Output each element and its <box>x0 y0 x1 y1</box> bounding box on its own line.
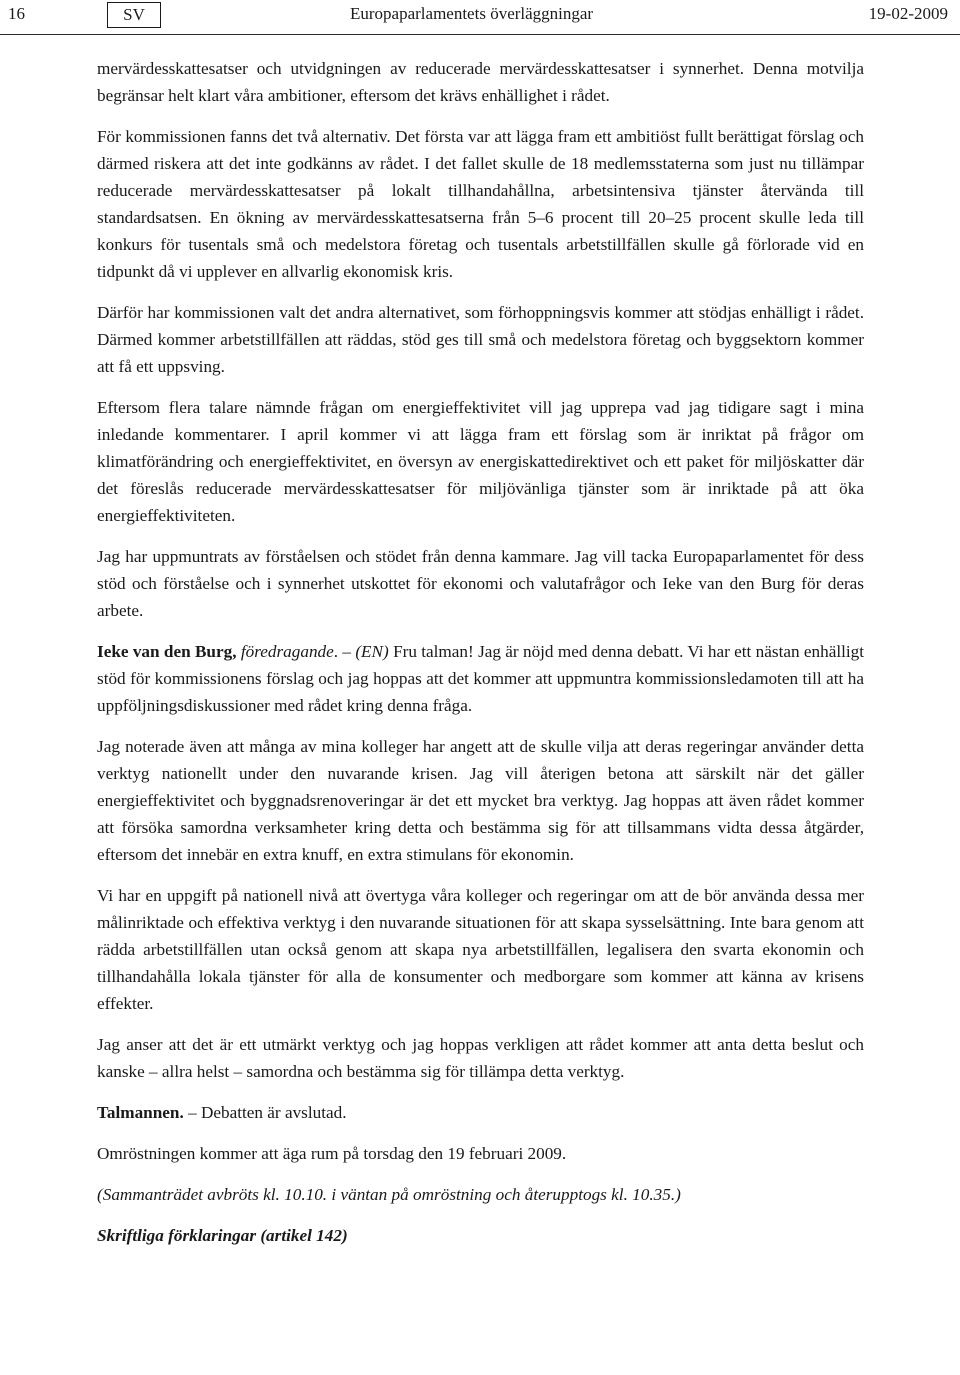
paragraph: Jag anser att det är ett utmärkt verktyg och jag hoppas verkligen att rådet kommer att anta detta beslut och kanske – allra helst – samordna och bestämma sig för tillämpa detta verktyg. <box>97 1035 864 1081</box>
document-body <box>97 55 864 1263</box>
speaker-role: föredragande <box>240 642 334 661</box>
page-number: 16 <box>8 4 25 23</box>
paragraph: Jag noterade även att många av mina kolleger har angett att de skulle vilja att deras regeringar använder detta verktyg nationellt under den nuvarande krisen. Jag vill återigen betona att särskilt när det gäller energieffektivitet och byggnadsrenoveringar är det ett mycket bra verktyg. Jag hoppas att även rådet kommer att försöka samordna verksamheter kring detta och bestämma sig för att tillsammans vidta dessa åtgärder, eftersom det innebär en extra knuff, en extra stimulans för ekonomin. <box>97 737 864 864</box>
session-note: (Sammanträdet avbröts kl. 10.10. i väntan på omröstning och återupptogs kl. 10.35.) <box>97 1185 681 1204</box>
page-header <box>0 0 960 35</box>
paragraph: Därför har kommissionen valt det andra alternativet, som förhoppningsvis kommer att stödjas enhälligt i rådet. Därmed kommer arbetstillfällen att räddas, stöd ges till små och medelstora företag och byggsektorn kommer att få ett uppsving. <box>97 303 864 376</box>
vote-announcement: Omröstningen kommer att äga rum på torsdag den 19 februari 2009. <box>97 1144 567 1163</box>
section-heading: Skriftliga förklaringar (artikel 142) <box>97 1226 348 1245</box>
speaker-name: Talmannen. <box>97 1103 184 1122</box>
speaker-statement-president <box>97 1099 864 1126</box>
speaker-text: – Debatten är avslutad. <box>188 1103 347 1122</box>
paragraph: För kommissionen fanns det två alternativ. Det första var att lägga fram ett ambitiöst fullt berättigat förslag och därmed riskera att det inte godkänns av rådet. I det fallet skulle de 18 medlemsstaterna som just nu tillämpar reducerade mervärdesskattesatser på lokalt tillhandahållna, arbetsintensiva tjänster återvända till standardsatsen. En ökning av mervärdesskattesatserna från 5–6 procent till 20–25 procent skulle leda till konkurs för tusentals små och medelstora företag och tusentals arbetstillfällen skulle gå förlorade vid en tidpunkt då vi upplever en allvarlig ekonomisk kris. <box>97 127 864 281</box>
paragraph: Vi har en uppgift på nationell nivå att övertyga våra kolleger och regeringar om att de bör använda dessa mer målinriktade och effektiva verktyg i den nuvarande situationen för att skapa sysselsättning. Inte bara genom att rädda arbetstillfällen utan också genom att skapa nya arbetstillfällen, legalisera den svarta ekonomin och tillhandahålla lokala tjänster för alla de konsumenter och medborgare som kommer att känna av krisens effekter. <box>97 886 864 1013</box>
paragraph: Eftersom flera talare nämnde frågan om energieffektivitet vill jag upprepa vad jag tidigare sagt i mina inledande kommentarer. I april kommer vi att lägga fram ett förslag som är inriktat på frågor om klimatförändring och energieffektivitet, en översyn av energiskattedirektivet och ett paket för miljöskatter där det föreslås reducerade mervärdesskattesatser för miljövänliga tjänster som är inriktade på att öka energieffektiviteten. <box>97 398 864 525</box>
speaker-separator: . – <box>333 642 351 661</box>
speaker-language: (EN) <box>355 642 389 661</box>
speaker-statement-burg <box>97 638 864 719</box>
paragraph: Jag har uppmuntrats av förståelsen och stödet från denna kammare. Jag vill tacka Europaparlamentet för dess stöd och förståelse och i synnerhet utskottet för ekonomi och valutafrågor och Ieke van den Burg för deras arbete. <box>97 547 864 620</box>
publication-date: 19-02-2009 <box>868 4 948 23</box>
speaker-name: Ieke van den Burg, <box>97 642 237 661</box>
publication-title: Europaparlamentets överläggningar <box>350 4 594 23</box>
language-badge: SV <box>107 2 161 28</box>
speaker-text: Fru talman! Jag är nöjd med denna debatt. Vi har ett nästan enhälligt stöd för kommissionens förslag och jag hoppas att det kommer att uppmuntra kommissionsledamoten till att ha uppföljningsdiskussioner med rådet kring denna fråga. <box>97 642 865 715</box>
paragraph: mervärdesskattesatser och utvidgningen av reducerade mervärdesskattesatser i synnerhet. Denna motvilja begränsar helt klart våra ambitioner, eftersom det krävs enhällighet i rådet. <box>97 59 864 105</box>
